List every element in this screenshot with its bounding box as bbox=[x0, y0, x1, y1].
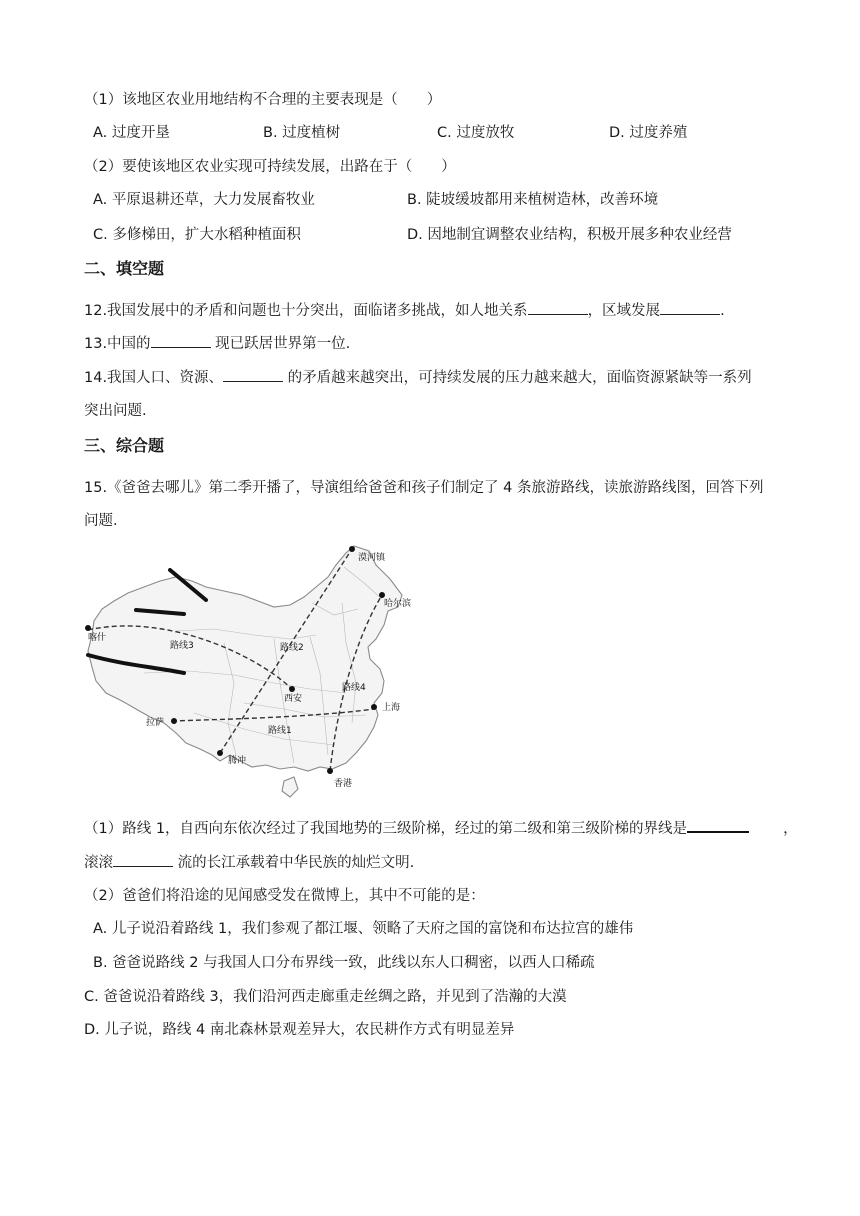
city-marker-shanghai bbox=[371, 704, 377, 710]
q11-sub2-option-b: B. 陡坡缓坡都用来植树造林，改善环境 bbox=[407, 192, 659, 208]
label-lhasa: 拉萨 bbox=[146, 718, 165, 728]
section-comprehensive-title: 三、综合题 bbox=[84, 436, 165, 455]
city-marker-tengchong bbox=[217, 750, 223, 756]
q14-blank[interactable] bbox=[223, 381, 283, 382]
q15-sub1-part-c: 滚滚 bbox=[84, 855, 113, 871]
q11-sub2-option-d: D. 因地制宜调整农业结构，积极开展多种农业经营 bbox=[407, 227, 732, 243]
city-marker-mohe bbox=[349, 546, 355, 552]
label-route-2: 路线2 bbox=[280, 643, 304, 653]
q11-sub1-stem: （1）该地区农业用地结构不合理的主要表现是（ ） bbox=[84, 92, 442, 108]
q15-sub2-stem: （2）爸爸们将沿途的见闻感受发在微博上，其中不可能的是： bbox=[84, 888, 485, 904]
q15-sub2-option-d: D. 儿子说，路线 4 南北森林景观差异大，农民耕作方式有明显差异 bbox=[84, 1022, 515, 1038]
q13-part-b: 现已跃居世界第一位. bbox=[210, 336, 351, 352]
label-route-4: 路线4 bbox=[342, 683, 366, 693]
q15-sub1-line1 bbox=[84, 819, 798, 839]
q13-part-a: 13.中国的 bbox=[84, 336, 151, 352]
q11-sub2-stem: （2）要使该地区农业实现可持续发展，出路在于（ ） bbox=[84, 159, 456, 175]
label-xian: 西安 bbox=[284, 694, 303, 704]
q15-sub1-part-d: 流的长江承载着中华民族的灿烂文明. bbox=[173, 855, 415, 871]
label-hongkong: 香港 bbox=[334, 779, 353, 789]
q15-stem-line2: 问题. bbox=[84, 513, 118, 529]
label-kashgar: 喀什 bbox=[88, 633, 107, 643]
q12-part-a: 12.我国发展中的矛盾和问题也十分突出，面临诸多挑战，如人地关系 bbox=[84, 303, 528, 319]
q15-sub2-option-c: C. 爸爸说沿着路线 3，我们沿河西走廊重走丝绸之路，并见到了浩瀚的大漠 bbox=[84, 989, 567, 1005]
q12-blank-2[interactable] bbox=[660, 314, 720, 315]
city-marker-hongkong bbox=[327, 768, 333, 774]
label-tengchong: 腾冲 bbox=[228, 756, 247, 766]
q13-blank[interactable] bbox=[151, 347, 211, 348]
q15-sub1-part-b: ， bbox=[783, 821, 798, 837]
label-harbin: 哈尔滨 bbox=[384, 599, 412, 609]
label-route-1: 路线1 bbox=[268, 726, 292, 736]
q12-part-b: ，区域发展 bbox=[587, 303, 661, 319]
q14-text bbox=[84, 368, 752, 388]
q15-sub2-option-b: B. 爸爸说路线 2 与我国人口分布界线一致，此线以东人口稠密，以西人口稀疏 bbox=[93, 955, 595, 971]
q14-part-b: 的矛盾越来越突出，可持续发展的压力越来越大，面临资源紧缺等一系列 bbox=[283, 370, 752, 386]
q15-sub1-part-a: （1）路线 1，自西向东依次经过了我国地势的三级阶梯，经过的第二级和第三级阶梯的界线是 bbox=[84, 821, 688, 837]
q14-part-a: 14.我国人口、资源、 bbox=[84, 370, 224, 386]
city-marker-kashgar bbox=[85, 625, 91, 631]
q14-text-line2: 突出问题. bbox=[84, 403, 147, 419]
travel-route-map bbox=[84, 543, 412, 805]
q11-sub2-option-a: A. 平原退耕还草，大力发展畜牧业 bbox=[93, 192, 315, 208]
q11-sub1-option-b: B. 过度植树 bbox=[263, 125, 341, 141]
label-shanghai: 上海 bbox=[382, 703, 401, 713]
q11-sub1-option-d: D. 过度养殖 bbox=[609, 125, 688, 141]
city-marker-lhasa bbox=[171, 718, 177, 724]
q11-sub2-option-c: C. 多修梯田，扩大水稻种植面积 bbox=[93, 227, 301, 243]
q12-blank-1[interactable] bbox=[528, 314, 588, 315]
label-mohe: 漠河镇 bbox=[358, 553, 386, 563]
q15-sub1-line2 bbox=[84, 853, 414, 873]
q11-sub1-option-a: A. 过度开垦 bbox=[93, 125, 170, 141]
city-marker-xian bbox=[289, 686, 295, 692]
section-fill-in-title: 二、填空题 bbox=[84, 259, 165, 278]
q13-text bbox=[84, 334, 350, 354]
label-route-3: 路线3 bbox=[170, 641, 194, 651]
q15-stem-line1: 15.《爸爸去哪儿》第二季开播了，导演组给爸爸和孩子们制定了 4 条旅游路线，读旅游路线图，回答下列 bbox=[84, 480, 764, 496]
q12-part-c: . bbox=[720, 303, 725, 319]
city-marker-harbin bbox=[379, 592, 385, 598]
q11-sub1-option-c: C. 过度放牧 bbox=[437, 125, 515, 141]
q15-sub2-option-a: A. 儿子说沿着路线 1，我们参观了都江堰、领略了天府之国的富饶和布达拉宫的雄伟 bbox=[93, 921, 634, 937]
q12-text bbox=[84, 301, 725, 321]
q15-sub1-blank-1[interactable] bbox=[687, 831, 749, 833]
q15-sub1-blank-2[interactable] bbox=[113, 866, 173, 867]
